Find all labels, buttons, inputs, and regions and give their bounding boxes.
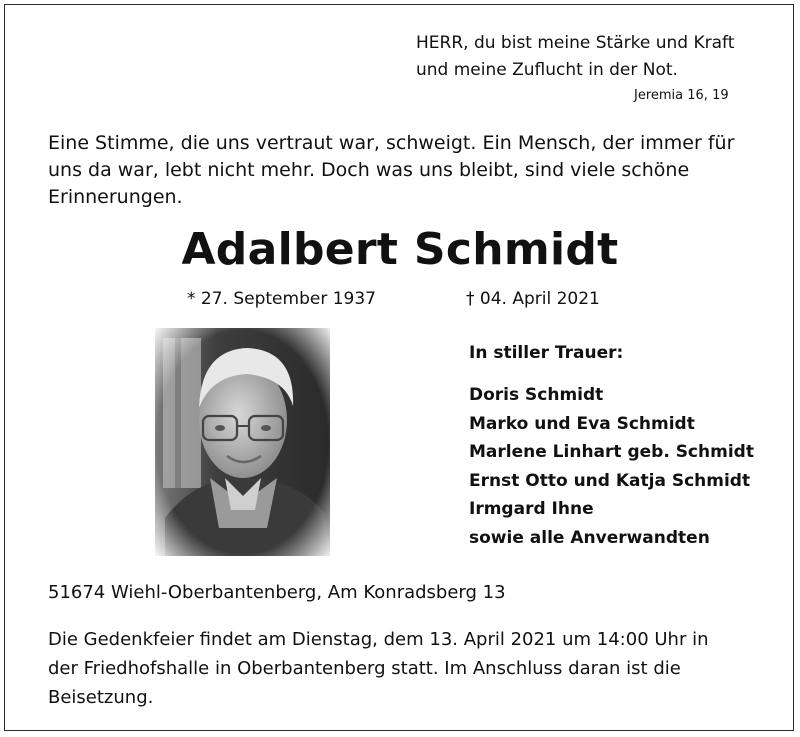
portrait-photo — [155, 328, 330, 556]
mourner-name: Irmgard Ihne — [469, 499, 594, 519]
death-date: † 04. April 2021 — [466, 289, 600, 309]
ceremony-text — [48, 625, 768, 712]
intro-line-2: uns da war, lebt nicht mehr. Doch was uns bleibt, sind viele schöne — [48, 159, 690, 181]
mourner-name: Doris Schmidt — [469, 385, 604, 405]
mourner-name: sowie alle Anverwandten — [469, 527, 710, 548]
mourner-list — [469, 381, 754, 552]
mourning-heading: In stiller Trauer: — [469, 343, 624, 363]
verse-reference: Jeremia 16, 19 — [634, 88, 729, 103]
mourner-name: Marko und Eva Schmidt — [469, 413, 695, 434]
ceremony-line-2: der Friedhofshalle in Oberbantenberg statt. Im Anschluss daran ist die — [48, 658, 681, 679]
bible-verse — [416, 30, 734, 84]
verse-line-2: und meine Zuflucht in der Not. — [416, 60, 678, 80]
intro-text — [48, 130, 768, 211]
intro-line-1: Eine Stimme, die uns vertraut war, schweigt. Ein Mensch, der immer für — [48, 132, 735, 154]
verse-line-1: HERR, du bist meine Stärke und Kraft — [416, 33, 735, 53]
ceremony-line-3: Beisetzung. — [48, 687, 154, 708]
mourner-name: Marlene Linhart geb. Schmidt — [469, 442, 754, 462]
birth-date: * 27. September 1937 — [187, 289, 376, 309]
family-address: 51674 Wiehl-Oberbantenberg, Am Konradsberg 13 — [48, 582, 506, 603]
notice-border — [4, 4, 794, 731]
mourner-name: Ernst Otto und Katja Schmidt — [469, 470, 751, 491]
intro-line-3: Erinnerungen. — [48, 186, 183, 208]
deceased-name: Adalbert Schmidt — [181, 224, 619, 275]
ceremony-line-1: Die Gedenkfeier findet am Dienstag, dem 13. April 2021 um 14:00 Uhr in — [48, 629, 709, 650]
